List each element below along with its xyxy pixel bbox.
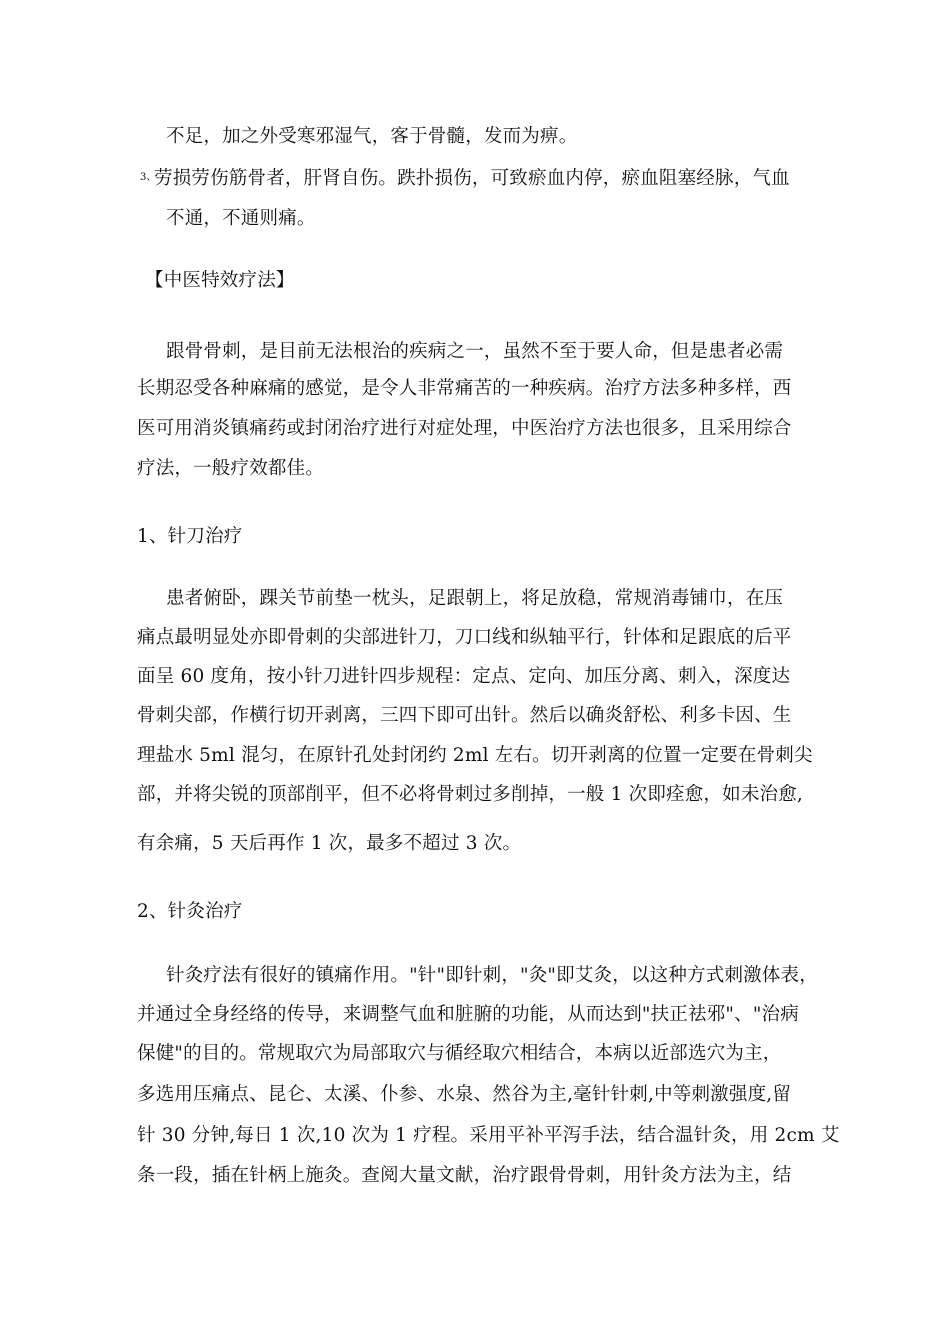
subsection-heading: 1、针刀治疗 (137, 526, 243, 547)
subsection-heading: 2、针灸治疗 (137, 901, 243, 922)
text-line: 不足，加之外受寒邪湿气，客于骨髓，发而为痹。 (166, 126, 578, 147)
text-line: 多选用压痛点、昆仑、太溪、仆参、水泉、然谷为主,毫针针刺,中等刺激强度,留 (137, 1084, 792, 1105)
text-line: 部，并将尖锐的顶部削平，但不必将骨刺过多削掉，一般 1 次即痊愈，如未治愈, (137, 784, 804, 805)
text-line: 痛点最明显处亦即骨刺的尖部进针刀，刀口线和纵轴平行，针体和足跟底的后平 (137, 627, 792, 648)
section-heading: 【中医特效疗法】 (145, 270, 295, 291)
list-marker: 3、 (140, 172, 157, 183)
text-line: 医可用消炎镇痛药或封闭治疗进行对症处理，中医治疗方法也很多，且采用综合 (137, 418, 792, 439)
text-line: 并通过全身经络的传导，来调整气血和脏腑的功能，从而达到"扶正祛邪"、"治病 (137, 1004, 799, 1025)
text-line: 骨刺尖部，作横行切开剥离，三四下即可出针。然后以确炎舒松、利多卡因、生 (137, 705, 792, 726)
text-line: 面呈 60 度角，按小针刀进针四步规程：定点、定向、加压分离、刺入，深度达 (137, 666, 791, 687)
text-line: 理盐水 5ml 混匀，在原针孔处封闭约 2ml 左右。切开剥离的位置一定要在骨刺尖 (137, 745, 813, 766)
text-line: 长期忍受各种麻痛的感觉，是令人非常痛苦的一种疾病。治疗方法多种多样，西 (137, 378, 792, 399)
text-line: 条一段，插在针柄上施灸。查阅大量文献，治疗跟骨骨刺，用针灸方法为主，结 (137, 1165, 792, 1186)
text-line: 不通，不通则痛。 (166, 208, 316, 229)
text-line: 有余痛，5 天后再作 1 次，最多不超过 3 次。 (137, 833, 522, 854)
text-line: 保健"的目的。常规取穴为局部取穴与循经取穴相结合，本病以近部选穴为主， (137, 1043, 782, 1064)
text-line: 跟骨骨刺，是目前无法根治的疾病之一，虽然不至于要人命，但是患者必需 (166, 341, 784, 362)
text-line: 劳损劳伤筋骨者，肝肾自伤。跌扑损伤，可致瘀血内停，瘀血阻塞经脉，气血 (154, 168, 790, 189)
text-line: 针 30 分钟,每日 1 次,10 次为 1 疗程。采用平补平泻手法，结合温针灸，用 2cm 艾 (137, 1125, 840, 1146)
text-line: 患者俯卧，踝关节前垫一枕头，足跟朝上，将足放稳，常规消毒铺巾，在压 (166, 588, 784, 609)
text-line: 疗法，一般疗效都佳。 (137, 458, 325, 479)
text-line: 针灸疗法有很好的镇痛作用。"针"即针刺，"灸"即艾灸，以这种方式刺激体表， (166, 965, 818, 986)
